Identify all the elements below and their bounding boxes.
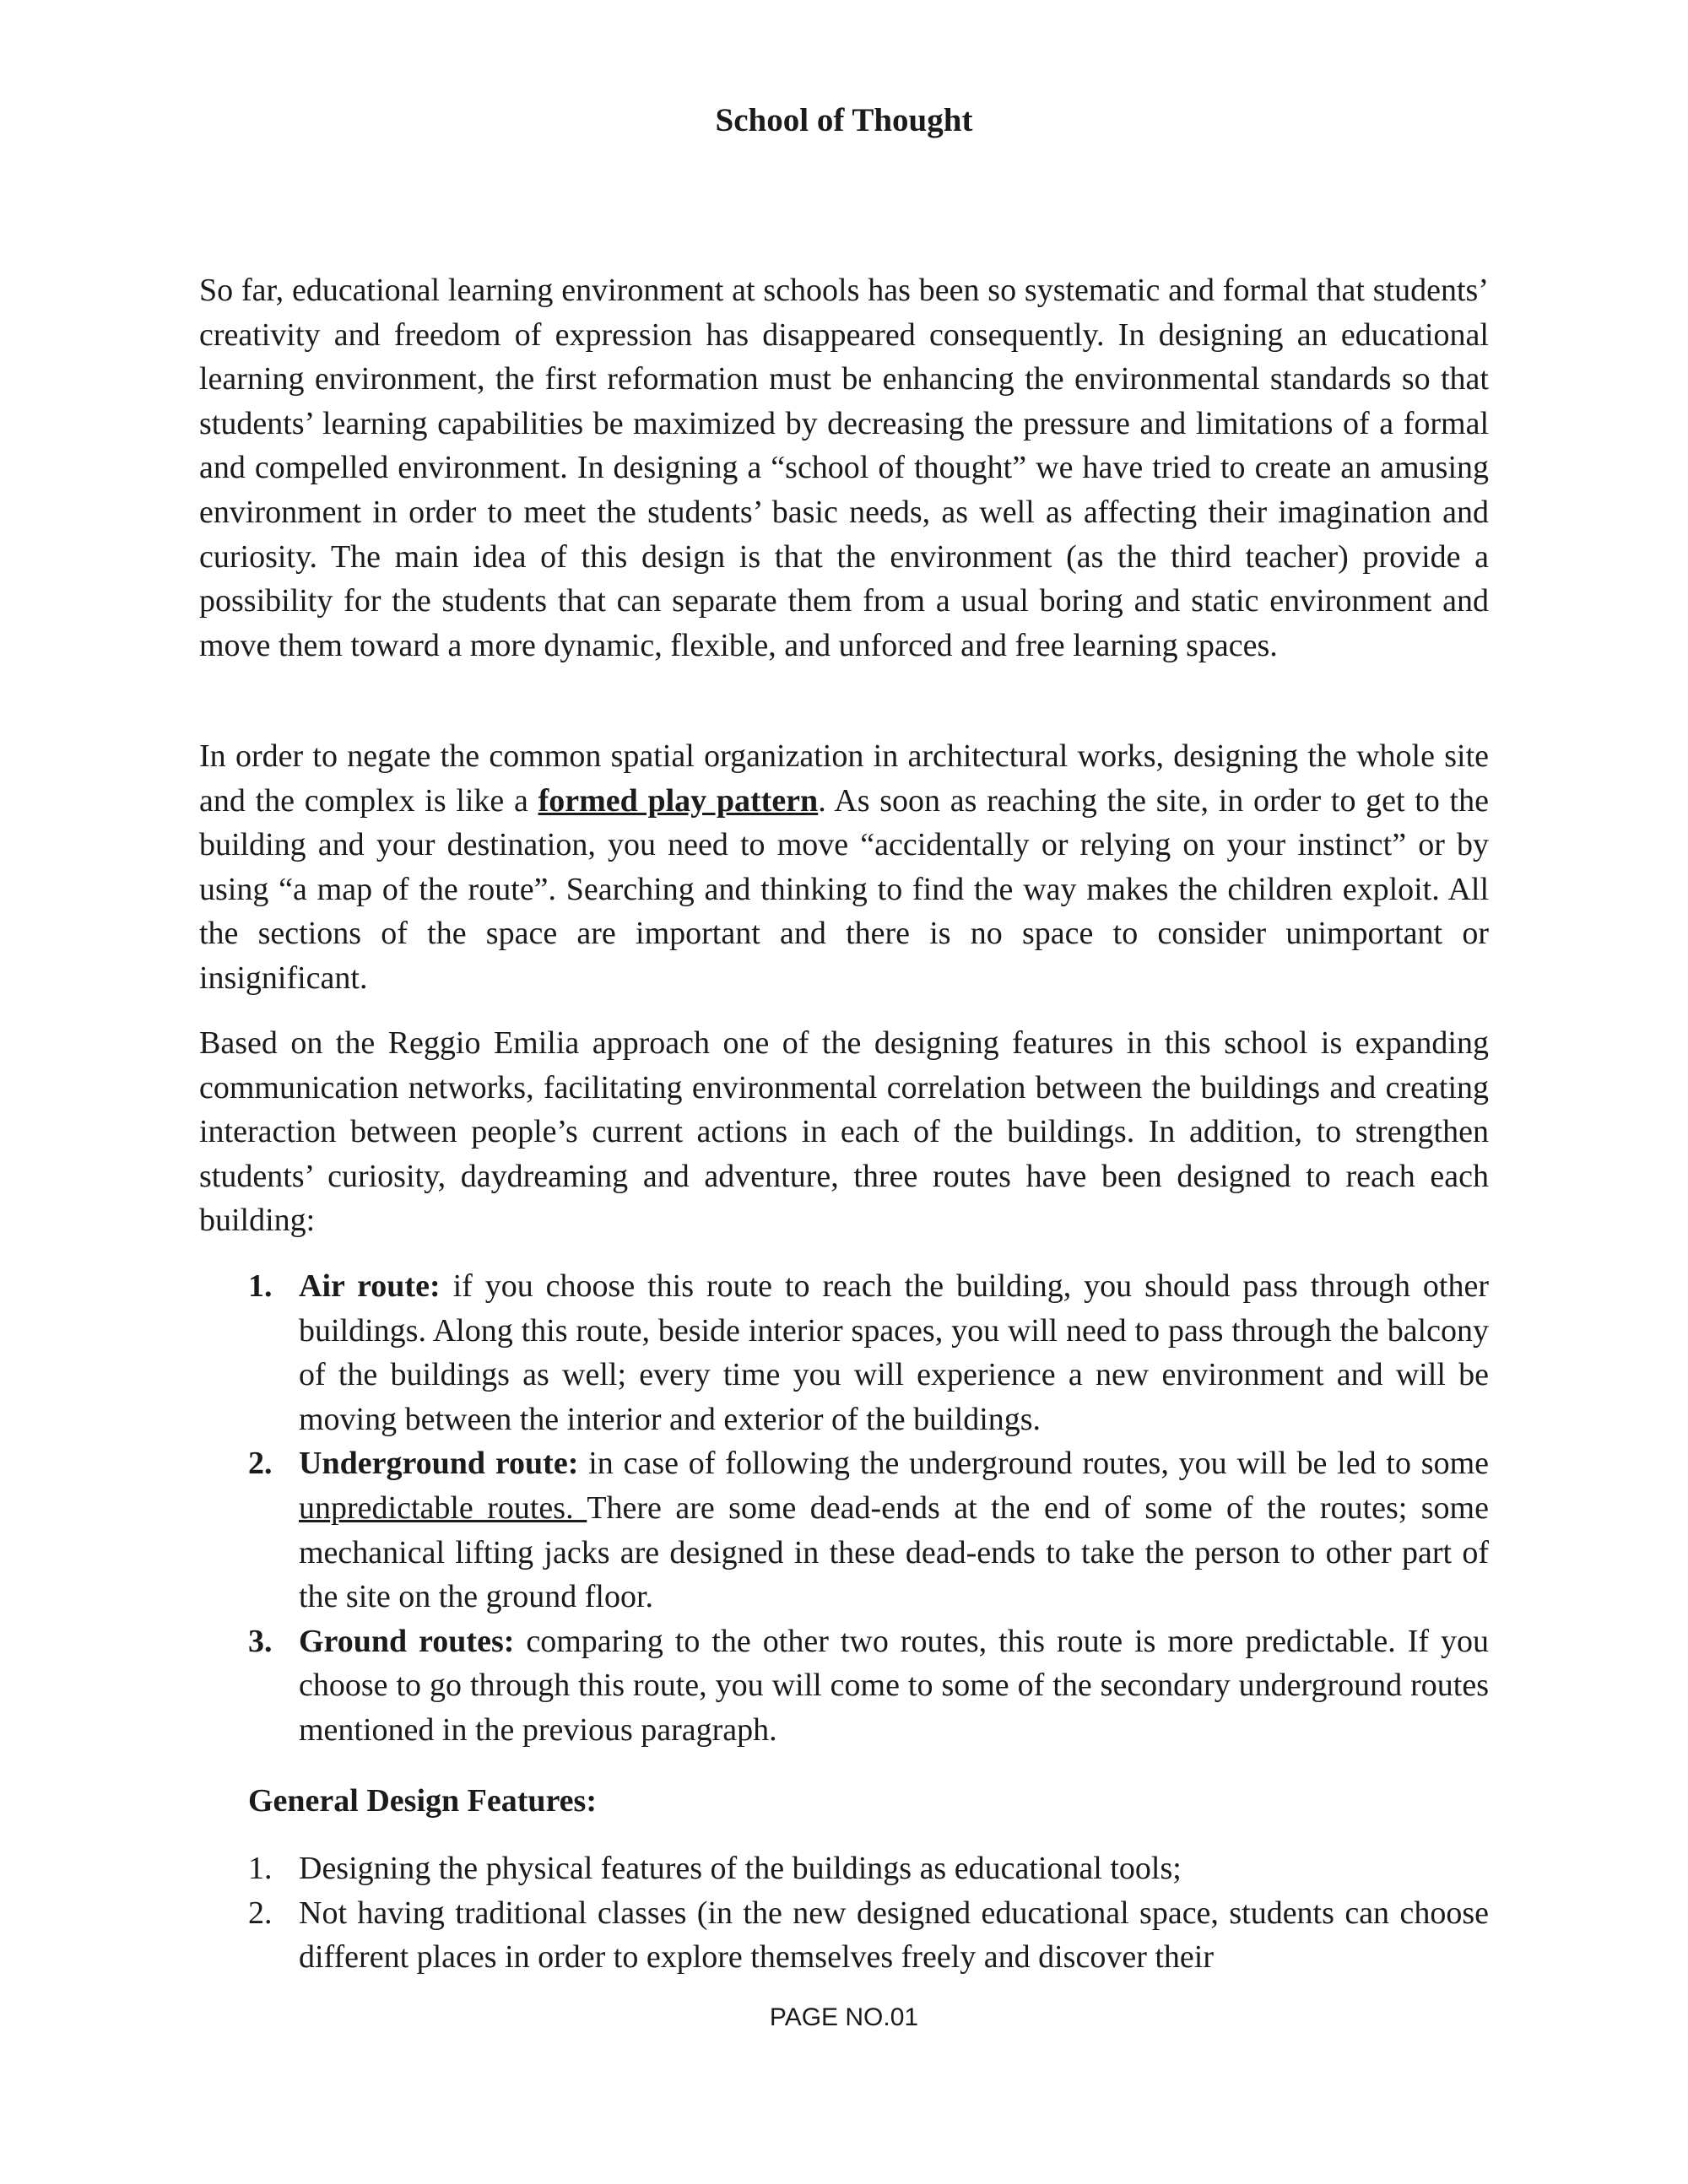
route-label: Underground route: xyxy=(299,1446,579,1482)
paragraph-1: So far, educational learning environment at schools has been so systematic and formal that students’ creativity and freedom of expression has disappeared consequently. In designing an educational learning environment, the first reformation must be enhancing the environmental standards so that students’ learning capabilities be maximized by decreasing the pressure and limitations of a formal and compelled environment. In designing a “school of thought” we have tried to create an amusing environment in order to meet the students’ basic needs, as well as affecting their imagination and curiosity. The main idea of this design is that the environment (as the third teacher) provide a possibility for the students that can separate them from a usual boring and static environment and move them toward a more dynamic, flexible, and unforced and free learning spaces. xyxy=(199,273,1489,663)
play-pattern-paragraph xyxy=(199,734,1489,1023)
list-item xyxy=(199,1846,1489,1891)
route-description: if you choose this route to reach the building, you should pass through other buildings. Along this route, beside interior spaces, you will need to pass through the balcony of the buildings as well; every time you will experience a new environment and will be moving between the interior and exterior of the buildings. xyxy=(299,1268,1490,1437)
list-number: 2. xyxy=(248,1895,273,1931)
route-description: comparing to the other two routes, this route is more predictable. If you choose to go through this route, you will come to some of the secondary underground routes mentioned in the previous paragraph. xyxy=(299,1623,1489,1748)
routes-list xyxy=(199,1264,1489,1753)
general-design-features-heading-block xyxy=(199,1779,1489,1824)
feature-text: Not having traditional classes (in the new designed educational space, students can choose different places in order to explore themselves freely and discover their xyxy=(299,1895,1489,1976)
list-number: 3. xyxy=(248,1623,273,1659)
section-heading: General Design Features: xyxy=(248,1783,597,1819)
reggio-emilia-paragraph xyxy=(199,1021,1489,1265)
route-description-start: in case of following the underground routes, you will be led to some xyxy=(578,1446,1490,1482)
page-title: School of Thought xyxy=(715,102,973,138)
feature-text: Designing the physical features of the buildings as educational tools; xyxy=(299,1851,1182,1886)
features-list xyxy=(199,1846,1489,1980)
list-number: 2. xyxy=(248,1446,273,1482)
route-label: Air route: xyxy=(299,1268,441,1304)
routes-section xyxy=(199,1264,1489,1753)
list-number: 1. xyxy=(248,1268,273,1304)
list-item xyxy=(199,1891,1489,1980)
intro-paragraph xyxy=(199,268,1489,689)
list-item-air-route xyxy=(199,1264,1489,1441)
route-description-end: There are some dead-ends at the end of some of the routes; some mechanical lifting jacks are designed in these dead-ends to take the person to other part of the site on the ground floor. xyxy=(299,1489,1489,1615)
paragraph-3: Based on the Reggio Emilia approach one of the designing features in this school is expanding communication networks, facilitating environmental correlation between the buildings and creating interaction between people’s current actions in each of the buildings. In addition, to strengthen students’ curiosity, daydreaming and adventure, three routes have been designed to reach each building: xyxy=(199,1025,1489,1239)
paragraph-2-text-end: . As soon as reaching the site, in order to get to the building and your destination, you need to move “accidentally or relying on your instinct” or by using “a map of the route”. Searching and thinking to find the way makes the children exploit. All the sections of the space are important and there is no space to consider unimportant or insignificant. xyxy=(199,782,1489,996)
route-label: Ground routes: xyxy=(299,1623,515,1659)
paragraph-2 xyxy=(199,734,1489,1001)
page-number-footer: PAGE NO.01 xyxy=(769,2003,919,2031)
list-item-ground-routes xyxy=(199,1619,1489,1753)
unpredictable-routes-term: unpredictable routes. xyxy=(299,1489,587,1526)
list-number: 1. xyxy=(248,1851,273,1886)
formed-play-pattern-term: formed play pattern xyxy=(538,782,819,819)
paragraph-2-text-start: In order to negate the common spatial organization in architectural works, designing the whole site and the complex is like a xyxy=(199,738,1489,819)
list-item-underground-route xyxy=(199,1441,1489,1619)
general-design-features-section xyxy=(199,1846,1489,1980)
